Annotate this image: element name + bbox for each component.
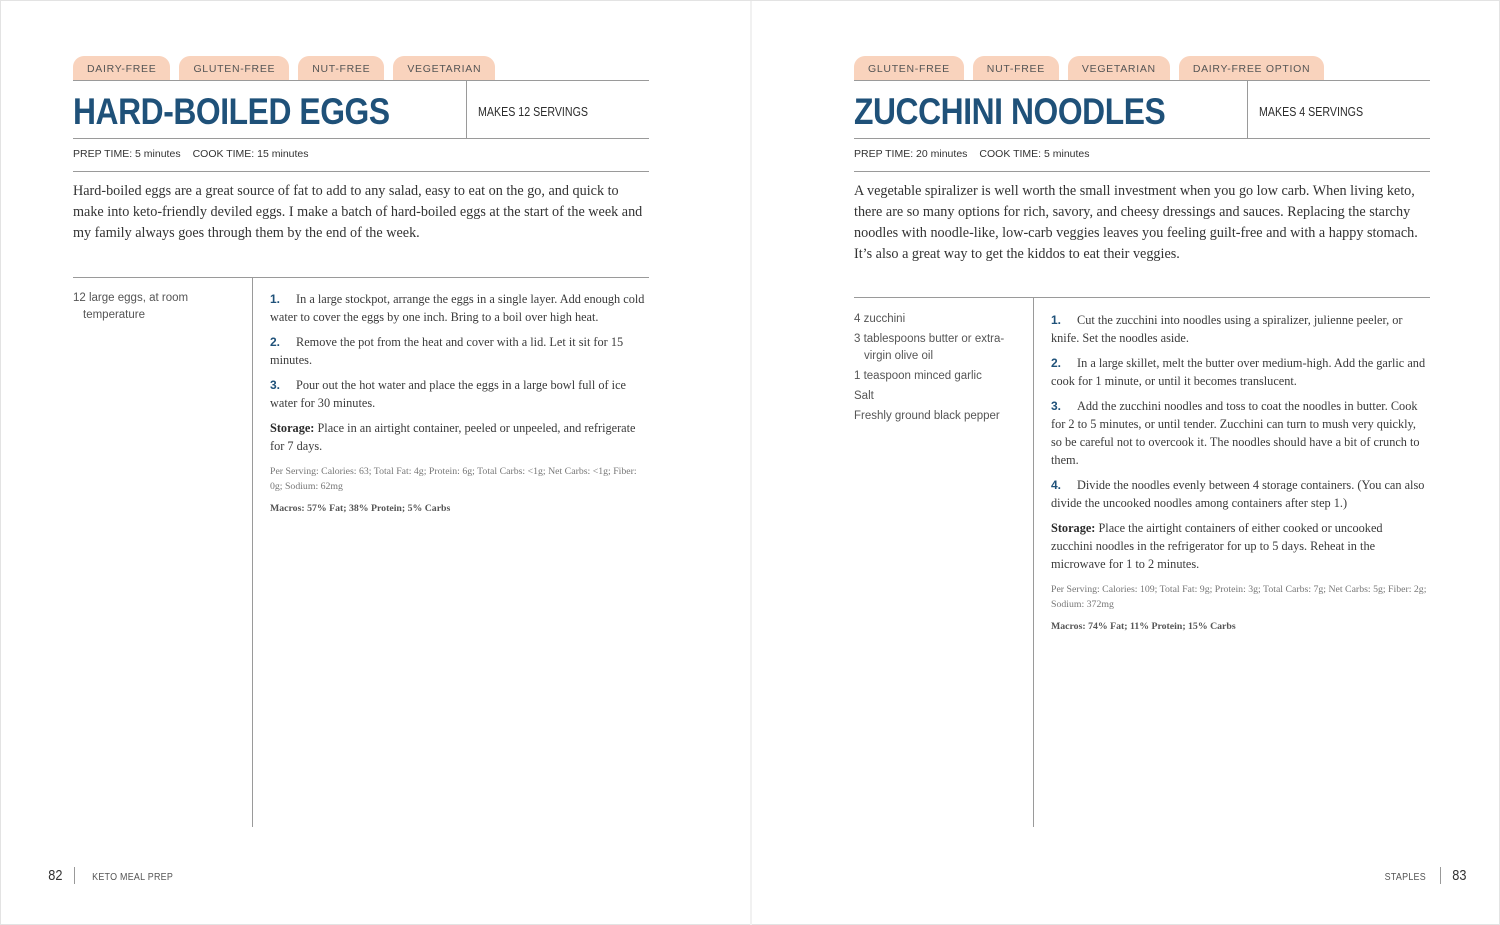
nutrition-info: Per Serving: Calories: 63; Total Fat: 4g; Protein: 6g; Total Carbs: <1g; Net Carbs: <1g; Fiber: 0g; Sodium: 62mg	[270, 466, 637, 492]
column-rule	[252, 277, 253, 827]
right-folio	[1381, 867, 1467, 885]
column-rule	[1033, 297, 1034, 827]
ingredient-item: 1 teaspoon minced garlic	[854, 370, 982, 382]
cook-time: COOK TIME: 5 minutes	[979, 148, 1090, 160]
servings: MAKES 12 SERVINGS	[478, 104, 589, 119]
recipe-times	[854, 148, 1090, 160]
times-rule	[854, 171, 1430, 172]
tag-gluten-free: GLUTEN-FREE	[854, 56, 964, 80]
ingredient-item: 3 tablespoons butter or extra-virgin olive oil	[854, 333, 1005, 362]
step-1: 1. In a large stockpot, arrange the eggs in a single layer. Add enough cold water to cover the eggs by one inch. Bring to a boil over high heat.	[270, 292, 645, 324]
macros-info: Macros: 74% Fat; 11% Protein; 15% Carbs	[1051, 621, 1236, 632]
step-2: 2. In a large skillet, melt the butter over medium-high. Add the garlic and cook for 1 minute, or until it becomes translucent.	[1051, 356, 1426, 388]
title-divider	[466, 81, 467, 139]
recipe-title: HARD-BOILED EGGS	[73, 91, 390, 132]
storage-note: Storage: Place the airtight containers of either cooked or uncooked zucchini noodles in the refrigerator for up to 5 days. Reheat in the microwave for 1 to 2 minutes.	[1051, 521, 1383, 571]
ingredient-item: 12 large eggs, at room temperature	[73, 292, 189, 321]
tag-gluten-free: GLUTEN-FREE	[179, 56, 289, 80]
tag-vegetarian: VEGETARIAN	[1068, 56, 1170, 80]
title-bar	[73, 80, 649, 139]
servings: MAKES 4 SERVINGS	[1259, 104, 1364, 119]
ingredient-list	[854, 311, 1024, 428]
tag-nut-free: NUT-FREE	[973, 56, 1059, 80]
recipe-intro: A vegetable spiralizer is well worth the small investment when you go low carb. When living keto, there are so many options for rich, savory, and cheesy dressings and sauces. Replacing the starchy noodles with noodle-like, low-carb veggies leaves you feeling guilt-free and with a happy stomach. It’s also a great way to get the kiddos to eat their veggies.	[854, 183, 1418, 262]
left-folio	[47, 867, 180, 885]
ingredient-item: Freshly ground black pepper	[854, 410, 1000, 422]
step-1: 1. Cut the zucchini into noodles using a spiralizer, julienne peeler, or knife. Set the noodles aside.	[1051, 313, 1403, 345]
recipe-tags	[73, 56, 495, 80]
recipe-times	[73, 148, 309, 160]
ingredient-item: 4 zucchini	[854, 313, 906, 325]
prep-time: PREP TIME: 5 minutes	[73, 148, 181, 160]
step-3: 3. Pour out the hot water and place the eggs in a large bowl full of ice water for 30 minutes.	[270, 378, 626, 410]
step-3: 3. Add the zucchini noodles and toss to coat the noodles in butter. Cook for 2 to 5 minutes, or until tender. Zucchini can turn to mush very quickly, so be careful not to overcook it. The noodles should have a bit of crunch to them.	[1051, 399, 1420, 467]
macros-info: Macros: 57% Fat; 38% Protein; 5% Carbs	[270, 503, 451, 514]
running-head: KETO MEAL PREP	[91, 871, 173, 883]
tag-vegetarian: VEGETARIAN	[393, 56, 495, 80]
page-number: 83	[1451, 867, 1467, 884]
storage-note: Storage: Place in an airtight container, peeled or unpeeled, and refrigerate for 7 days.	[270, 421, 636, 453]
times-rule	[73, 171, 649, 172]
ingredient-item: Salt	[854, 390, 874, 402]
running-head: STAPLES	[1384, 871, 1426, 883]
right-page	[854, 1, 1430, 925]
body-rule	[854, 297, 1430, 298]
title-divider	[1247, 81, 1248, 139]
cook-time: COOK TIME: 15 minutes	[192, 148, 309, 160]
tag-nut-free: NUT-FREE	[298, 56, 384, 80]
ingredient-list	[73, 290, 243, 327]
recipe-tags	[854, 56, 1324, 80]
method-steps	[1051, 311, 1427, 634]
method-steps	[270, 290, 646, 516]
recipe-intro: Hard-boiled eggs are a great source of fat to add to any salad, easy to eat on the go, and quick to make into keto-friendly deviled eggs. I make a batch of hard-boiled eggs at the start of the week and my family always goes through them by the end of the week.	[73, 183, 643, 241]
page-gutter	[750, 1, 752, 925]
recipe-title: ZUCCHINI NOODLES	[854, 91, 1166, 132]
tag-dairy-free: DAIRY-FREE	[73, 56, 170, 80]
prep-time: PREP TIME: 20 minutes	[854, 148, 968, 160]
page-number: 82	[48, 867, 63, 884]
nutrition-info: Per Serving: Calories: 109; Total Fat: 9g; Protein: 3g; Total Carbs: 7g; Net Carbs: 5g; Fiber: 2g; Sodium: 372mg	[1051, 584, 1427, 610]
body-rule	[73, 277, 649, 278]
title-bar	[854, 80, 1430, 139]
step-2: 2. Remove the pot from the heat and cover with a lid. Let it sit for 15 minutes.	[270, 335, 624, 367]
left-page	[73, 1, 649, 925]
step-4: 4. Divide the noodles evenly between 4 storage containers. (You can also divide the uncooked noodles among containers after step 1.)	[1051, 478, 1425, 510]
tag-dairy-free-option: DAIRY-FREE OPTION	[1179, 56, 1325, 80]
